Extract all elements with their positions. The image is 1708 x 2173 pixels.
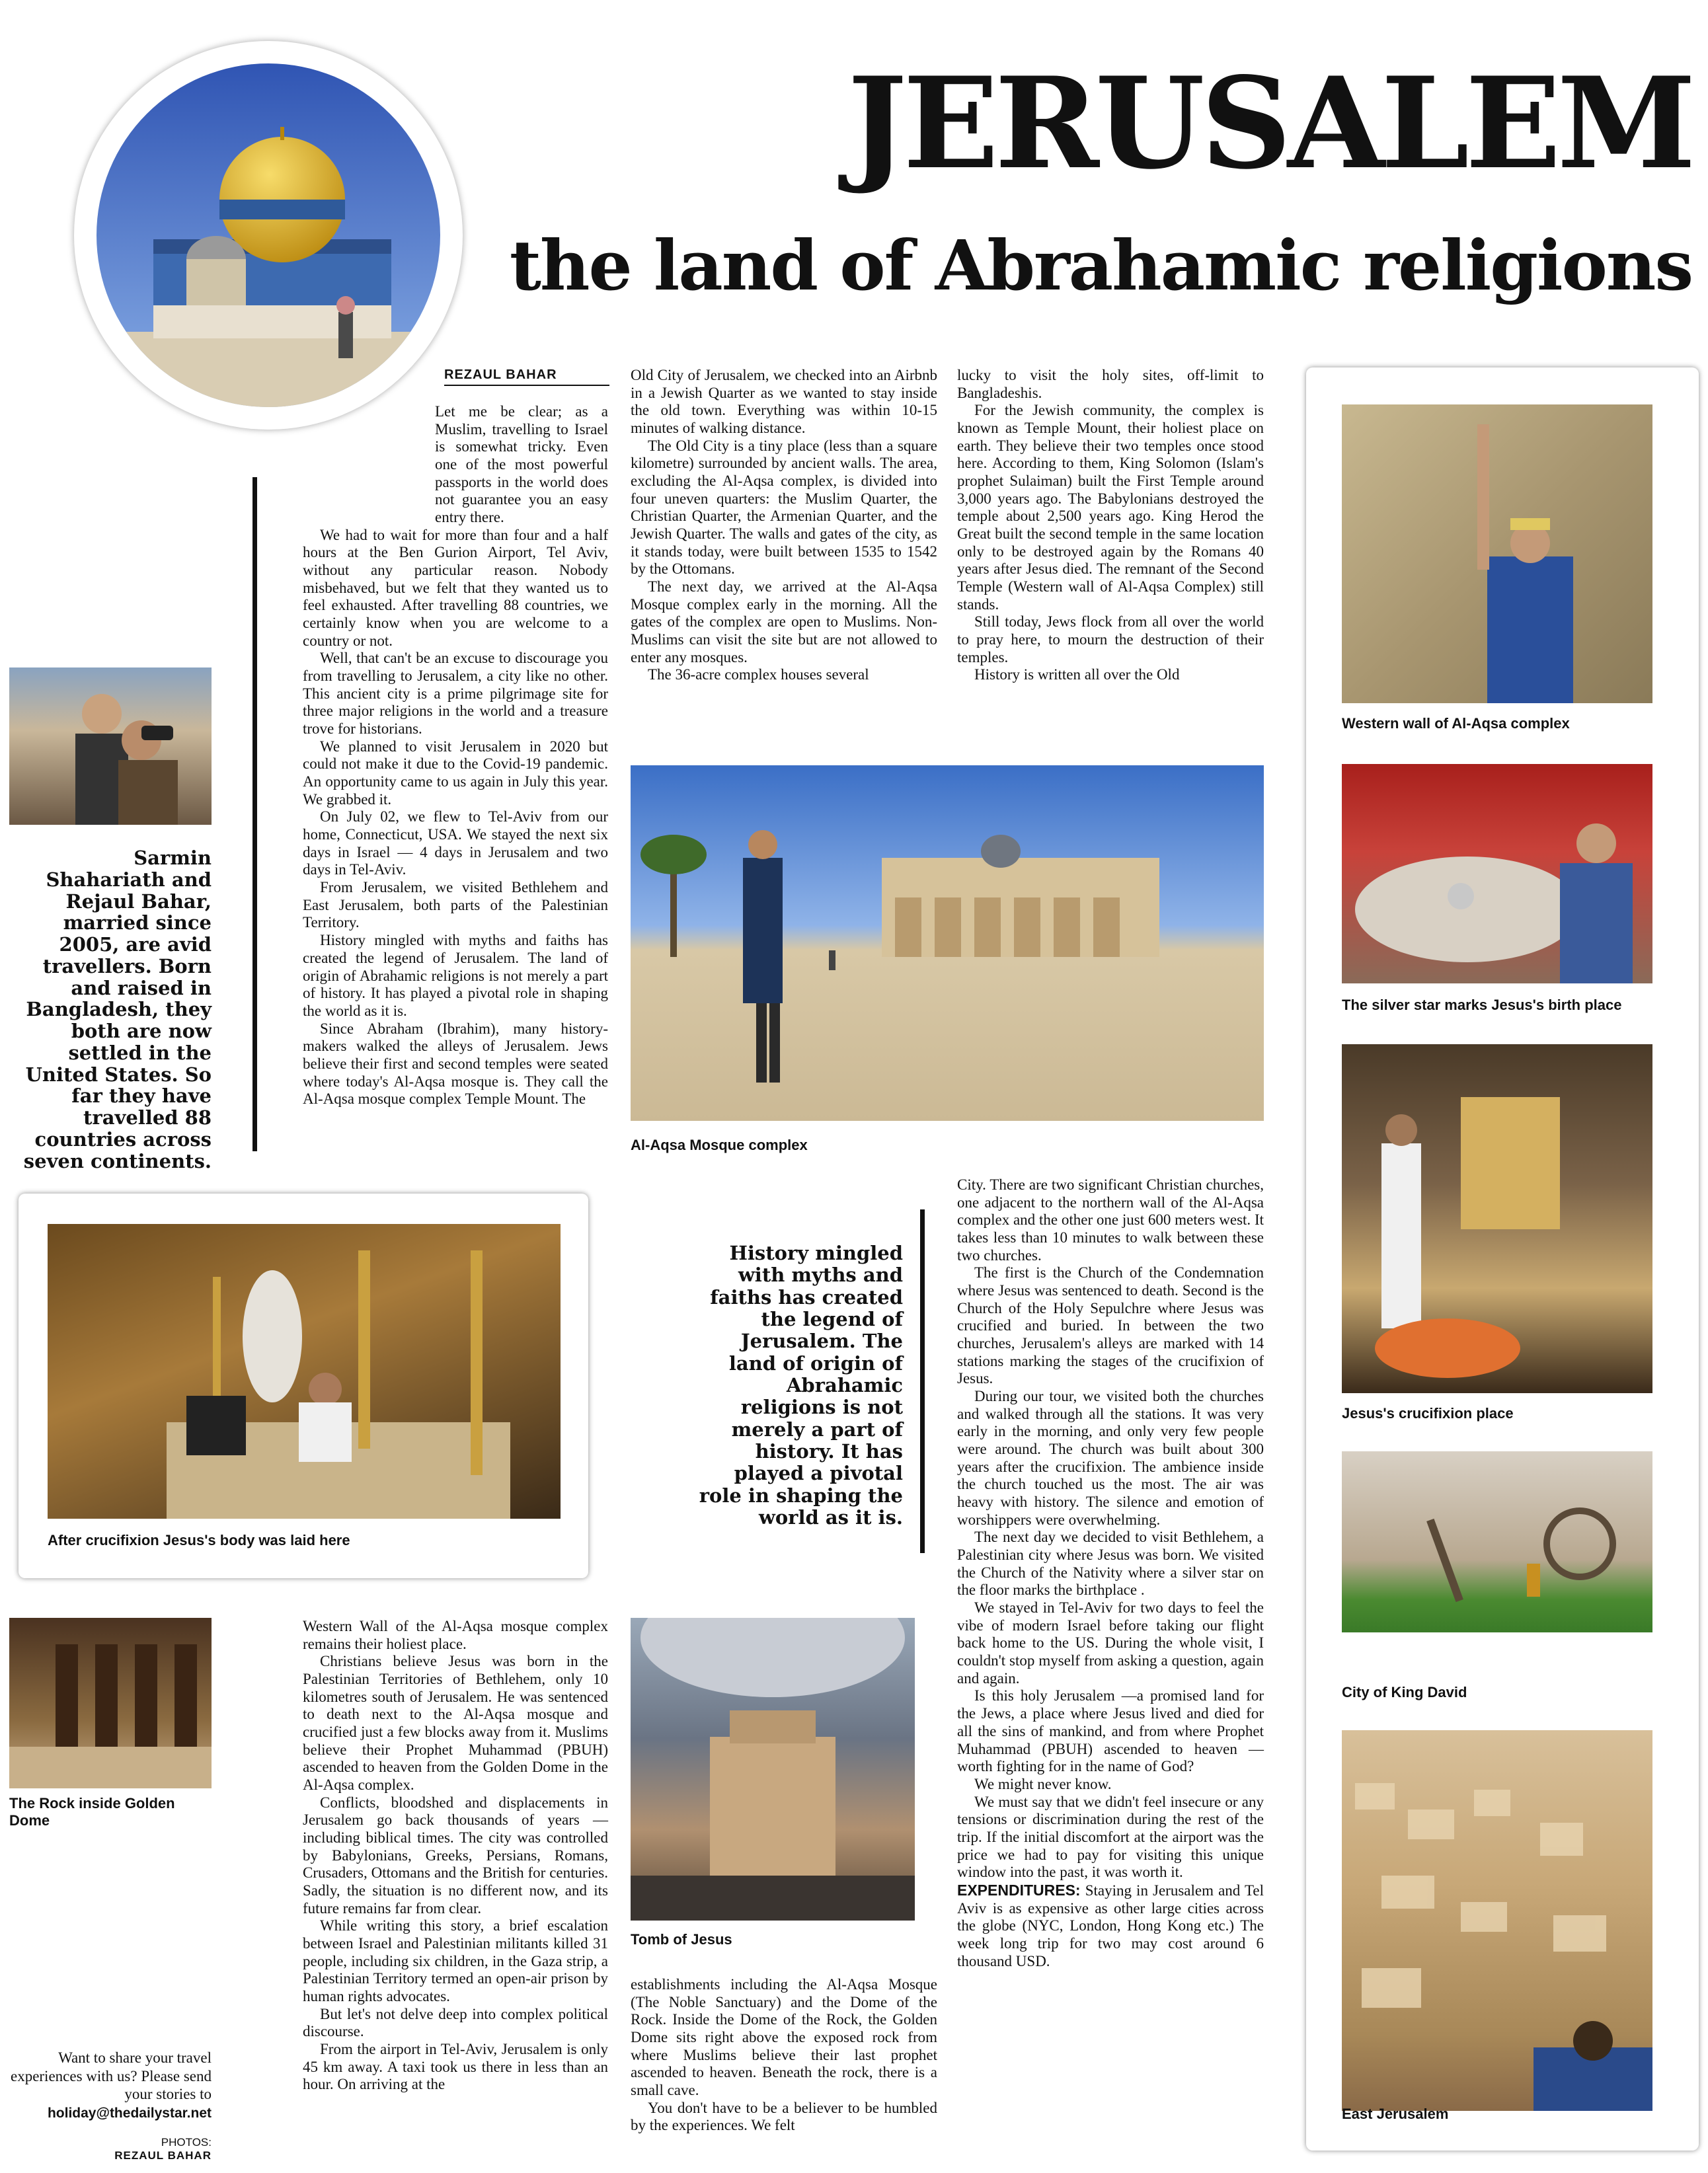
article-column-1-bottom <box>303 1618 608 2094</box>
paragraph: The 36-acre complex houses several <box>648 666 869 683</box>
photo-stone-of-anointing <box>48 1224 561 1519</box>
expenditures-text: Staying in Jerusalem and Tel Aviv is as expensive as other large cities across the globe (NYC, London, Hong Kong etc.) The week long trip for two may cost around 6 thousand USD. <box>957 1882 1264 1969</box>
page-title: JERUSALEM <box>847 50 1692 197</box>
paragraph: We must say that we didn't feel insecure or any tensions or discrimination during the rest of the trip. If the initial discomfort at the airport was the price we had to pay for visiting this unique window into the past, it was worth it. <box>957 1793 1264 1881</box>
paragraph: History mingled with myths and faiths has created the legend of Jerusalem. The land of origin of Abrahamic religions is not merely a part of history. It has played a pivotal role in shaping the world as it is. <box>303 932 608 1019</box>
paragraph: We had to wait for more than four and a half hours at the Ben Gurion Airport, Tel Aviv, without any particular reason. Nobody misbehaved, but we felt that they wanted us to feel exhausted. After travelling 88 countries, we certainly know when you are welcome to a country or not. <box>303 526 608 649</box>
paragraph: But let's not delve deep into complex political discourse. <box>303 2005 608 2040</box>
caption-silver-star: The silver star marks Jesus's birth place <box>1342 997 1622 1013</box>
caption-alaqsa: Al-Aqsa Mosque complex <box>631 1137 808 1153</box>
promo-email[interactable]: holiday@thedailystar.net <box>47 2105 212 2121</box>
paragraph: We might never know. <box>974 1775 1112 1792</box>
caption-western-wall: Western wall of Al-Aqsa complex <box>1342 715 1570 732</box>
photo-crucifixion-place <box>1342 1044 1652 1393</box>
photo-east-jerusalem <box>1342 1730 1652 2111</box>
caption-rock: The Rock inside Golden Dome <box>9 1795 175 1829</box>
paragraph: The next day we decided to visit Bethlehem, a Palestinian city where Jesus was born. We visited the Church of the Nativity where a silver star on the floor marks the birthplace . <box>957 1529 1264 1599</box>
hero-photo-dome <box>74 41 463 430</box>
paragraph: Let me be clear; as a Muslim, travelling to Israel is somewhat tricky. Even one of the most powerful passports in the world does not guarantee you an easy entry there. <box>435 403 608 526</box>
photo-western-wall <box>1342 404 1652 703</box>
caption-east-jerusalem: East Jerusalem <box>1342 2106 1449 2122</box>
paragraph: Christians believe Jesus was born in the Palestinian Territories of Bethlehem, only 10 kilometres south of Jerusalem. He was sentenced to death next to the Al-Aqsa mosque and crucified just a few blocks away from it. Muslims believe their Prophet Muhammad (PBUH) ascended to heaven from the Golden Dome in the Al-Aqsa complex. <box>303 1653 608 1794</box>
pull-quote-rule <box>920 1209 925 1553</box>
article-column-2-top <box>631 367 937 684</box>
paragraph: During our tour, we visited both the churches and walked through all the stations. It was very early in the morning, and only very few people were around. The church was built about 300 years after the crucifixion. The ambience inside the church touched us the most. The air was heavy with history. The silence and emotion of worshippers were overwhelming. <box>957 1388 1264 1528</box>
paragraph: From the airport in Tel-Aviv, Jerusalem is only 45 km away. A taxi took us there in less than an hour. On arriving at the <box>303 2041 608 2093</box>
paragraph: establishments including the Al-Aqsa Mosque (The Noble Sanctuary) and the Dome of the Rock. Inside the Dome of the Rock, the Golden Dome sits right above the exposed rock from where Muslims believe their last prophet ascended to heaven. Beneath the rock, there is a small cave. <box>631 1976 937 2099</box>
column-rule-left <box>252 477 257 1151</box>
pull-quote: History mingled with myths and faiths has created the legend of Jerusalem. The land of origin of Abrahamic religions is not merely a part of history. It has played a pivotal role in shaping the world as it is. <box>699 1242 903 1529</box>
photo-credit-name: REZAUL BAHAR <box>114 2149 212 2162</box>
paragraph: The first is the Church of the Condemnation where Jesus was sentenced to death. Second is the Church of the Holy Sepulchre where Jesus was crucified and buried. In between the two churches, Jerusalem's alleys are marked with 14 stations marking the stages of the crucifixion of Jesus. <box>957 1264 1264 1387</box>
paragraph: Old City of Jerusalem, we checked into an Airbnb in a Jewish Quarter as we wanted to stay inside the old town. Everything was within 10-15 minutes of walking distance. <box>631 367 937 437</box>
article-column-3-mid <box>957 1176 1264 1970</box>
photo-credit <box>9 2136 212 2162</box>
paragraph: Western Wall of the Al-Aqsa mosque complex remains their holiest place. <box>303 1618 608 1652</box>
caption-tomb: Tomb of Jesus <box>631 1931 732 1948</box>
paragraph: Conflicts, bloodshed and displacements in Jerusalem go back thousands of years — including biblical times. The city was controlled by Babylonians, Greeks, Persians, Romans, Crusaders, Ottomans and the British for centuries. Sadly, the situation is no different now, and its future remains far from clear. <box>303 1794 608 1917</box>
paragraph: While writing this story, a brief escalation between Israel and Palestinian militants killed 31 people, including six children, in the Gaza strip, a Palestinian Territory termed an open-air prison by human rights advocates. <box>303 1917 608 2005</box>
page-subtitle: the land of Abrahamic religions <box>509 225 1692 306</box>
paragraph: The next day, we arrived at the Al-Aqsa Mosque complex early in the morning. All the gates of the complex are open to Muslims. Non-Muslims can visit the site but are not allowed to enter any mosques. <box>631 578 937 666</box>
article-column-1-top <box>303 403 608 1108</box>
paragraph: We planned to visit Jerusalem in 2020 but could not make it due to the Covid-19 pandemic. An opportunity came to us again in July this year. We grabbed it. <box>303 738 608 808</box>
expenditures-label: EXPENDITURES: <box>957 1881 1081 1899</box>
paragraph: From Jerusalem, we visited Bethlehem and East Jerusalem, both parts of the Palestinian Territory. <box>303 879 608 931</box>
photo-rock-golden-dome <box>9 1618 212 1788</box>
paragraph: Still today, Jews flock from all over the world to pray here, to mourn the destruction of their temples. <box>957 613 1264 666</box>
paragraph: Is this holy Jerusalem —a promised land for the Jews, a place where Jesus lived and died for all the sins of mankind, and from where Prophet Muhammad (PBUH) ascended to heaven — worth fighting for in the name of God? <box>957 1687 1264 1775</box>
paragraph: For the Jewish community, the complex is known as Temple Mount, their holiest place on earth. They believe their two temples once stood here. According to them, King Solomon (Islam's prophet Sulaiman) built the First Temple around 3,000 years ago. The Babylonians destroyed the temple about 2,500 years ago. King Herod the Great built the second temple in the same location only to be destroyed again by the Romans 40 years after Jesus died. The remnant of the Second Temple (Western wall of Al-Aqsa Complex) still stands. <box>957 402 1264 613</box>
author-bio: Sarmin Shahariath and Rejaul Bahar, married since 2005, are avid travellers. Born and raised in Bangladesh, they both are now settled in the United States. So far they have travelled 88 countries across seven continents. <box>23 847 212 1172</box>
photo-credit-label: PHOTOS: <box>161 2136 212 2149</box>
photo-alaqsa-complex <box>631 765 1264 1121</box>
article-column-3-top <box>957 367 1264 684</box>
caption-crucifixion-body: After crucifixion Jesus's body was laid here <box>48 1532 350 1548</box>
paragraph: lucky to visit the holy sites, off-limit to Bangladeshis. <box>957 367 1264 401</box>
caption-king-david: City of King David <box>1342 1684 1467 1700</box>
paragraph: You don't have to be a believer to be humbled by the experiences. We felt <box>631 2099 937 2134</box>
photo-silver-star <box>1342 764 1652 983</box>
expenditures-paragraph <box>957 1882 1264 1970</box>
promo-text: Want to share your travel experiences with us? Please send your stories to <box>10 2049 212 2103</box>
paragraph: We stayed in Tel-Aviv for two days to feel the vibe of modern Israel before taking our flight back home to the US. During the whole visit, I couldn't stop myself from asking a question, again and again. <box>957 1599 1264 1687</box>
paragraph: City. There are two significant Christian churches, one adjacent to the northern wall of the Al-Aqsa complex and the other one just 600 meters west. It takes less than 10 minutes to walk between these two churches. <box>957 1176 1264 1264</box>
photo-tomb-of-jesus <box>631 1618 915 1921</box>
byline: REZAUL BAHAR <box>444 367 557 382</box>
article-column-2-bottom <box>631 1976 937 2135</box>
paragraph: The Old City is a tiny place (less than a square kilometre) surrounded by ancient walls. The area, excluding the Al-Aqsa complex, is divided into four uneven quarters: the Muslim Quarter, the Christian Quarter, the Armenian Quarter, and the Jewish Quarter. The walls and gates of the city, as it stands today, were built between 1535 to 1542 by the Ottomans. <box>631 437 937 578</box>
paragraph: Well, that can't be an excuse to discourage you from travelling to Jerusalem, a city like no other. This ancient city is a prime pilgrimage site for three major religions in the world and a treasure trove for historians. <box>303 650 608 738</box>
submission-promo <box>9 2049 212 2121</box>
paragraph: Since Abraham (Ibrahim), many history-makers walked the alleys of Jerusalem. Jews believe their first and second temples were seated where today's Al-Aqsa mosque is. They call the Al-Aqsa mosque complex Temple Mount. The <box>303 1020 608 1108</box>
paragraph: History is written all over the Old <box>974 666 1180 683</box>
byline-rule <box>444 385 609 386</box>
photo-city-of-king-david <box>1342 1451 1652 1632</box>
caption-crucifixion-place: Jesus's crucifixion place <box>1342 1405 1514 1422</box>
author-photo <box>9 667 212 825</box>
paragraph: On July 02, we flew to Tel-Aviv from our home, Connecticut, USA. We stayed the next six days in Israel — 4 days in Jerusalem and two days in Tel-Aviv. <box>303 808 608 878</box>
